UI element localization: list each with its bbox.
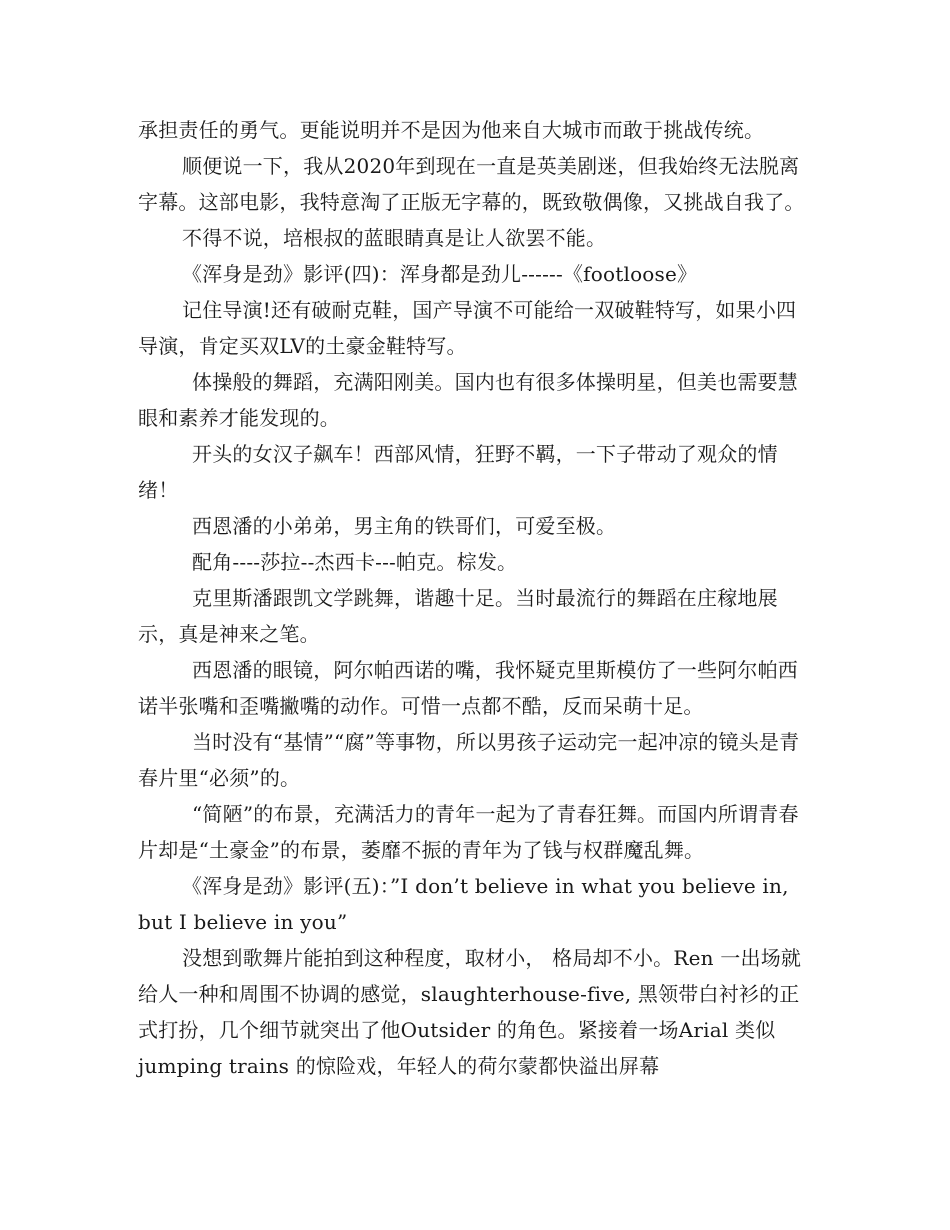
document-body — [138, 112, 816, 1084]
paragraph-5: 记住导演!还有破耐克鞋，国产导演不可能给一双破鞋特写，如果小四导演，肯定买双LV的土豪金鞋特写。 — [138, 298, 797, 358]
review-heading-5: 《浑身是劲》影评(五)：”I don’t believe in what you believe in, but I believe in you” — [138, 874, 789, 934]
paragraph-15: 没想到歌舞片能拍到这种程度，取材小， 格局却不小。Ren 一出场就给人一种和周围不协调的感觉，slaughterhouse-five, 黑领带白衬衫的正式打扮，几个细节就突出了他Outsider 的角色。紧接着一场Arial 类似jumping trains 的惊险戏，年轻人的荷尔蒙都快溢出屏幕 — [138, 946, 802, 1078]
paragraph-13: “简陋”的布景，充满活力的青年一起为了青春狂舞。而国内所谓青春片却是“土豪金”的布景，萎靡不振的青年为了钱与权群魔乱舞。 — [138, 802, 799, 862]
paragraph-3: 不得不说，培根叔的蓝眼睛真是让人欲罢不能。 — [182, 226, 607, 250]
review-heading-4: 《浑身是劲》影评(四)：浑身都是劲儿------《footloose》 — [182, 262, 698, 286]
paragraph-11: 西恩潘的眼镜，阿尔帕西诺的嘴，我怀疑克里斯模仿了一些阿尔帕西诺半张嘴和歪嘴撇嘴的动作。可惜一点都不酷，反而呆萌十足。 — [138, 658, 798, 718]
paragraph-10: 克里斯潘跟凯文学跳舞，谐趣十足。当时最流行的舞蹈在庄稼地展示，真是神来之笔。 — [138, 586, 778, 646]
paragraph-2: 顺便说一下，我从2020年到现在一直是英美剧迷，但我始终无法脱离字幕。这部电影，我特意淘了正版无字幕的，既致敬偶像，又挑战自我了。 — [138, 154, 805, 214]
paragraph-8: 西恩潘的小弟弟，男主角的铁哥们，可爱至极。 — [192, 514, 617, 538]
paragraph-12: 当时没有“基情”“腐”等事物，所以男孩子运动完一起冲凉的镜头是青春片里“必须”的。 — [138, 730, 800, 790]
paragraph-9: 配角----莎拉--杰西卡---帕克。棕发。 — [192, 550, 518, 574]
paragraph-1: 承担责任的勇气。更能说明并不是因为他来自大城市而敢于挑战传统。 — [138, 118, 765, 142]
paragraph-6: 体操般的舞蹈，充满阳刚美。国内也有很多体操明星，但美也需要慧眼和素养才能发现的。 — [138, 370, 798, 430]
paragraph-7: 开头的女汉子飙车！西部风情，狂野不羁，一下子带动了观众的情绪！ — [138, 442, 778, 502]
